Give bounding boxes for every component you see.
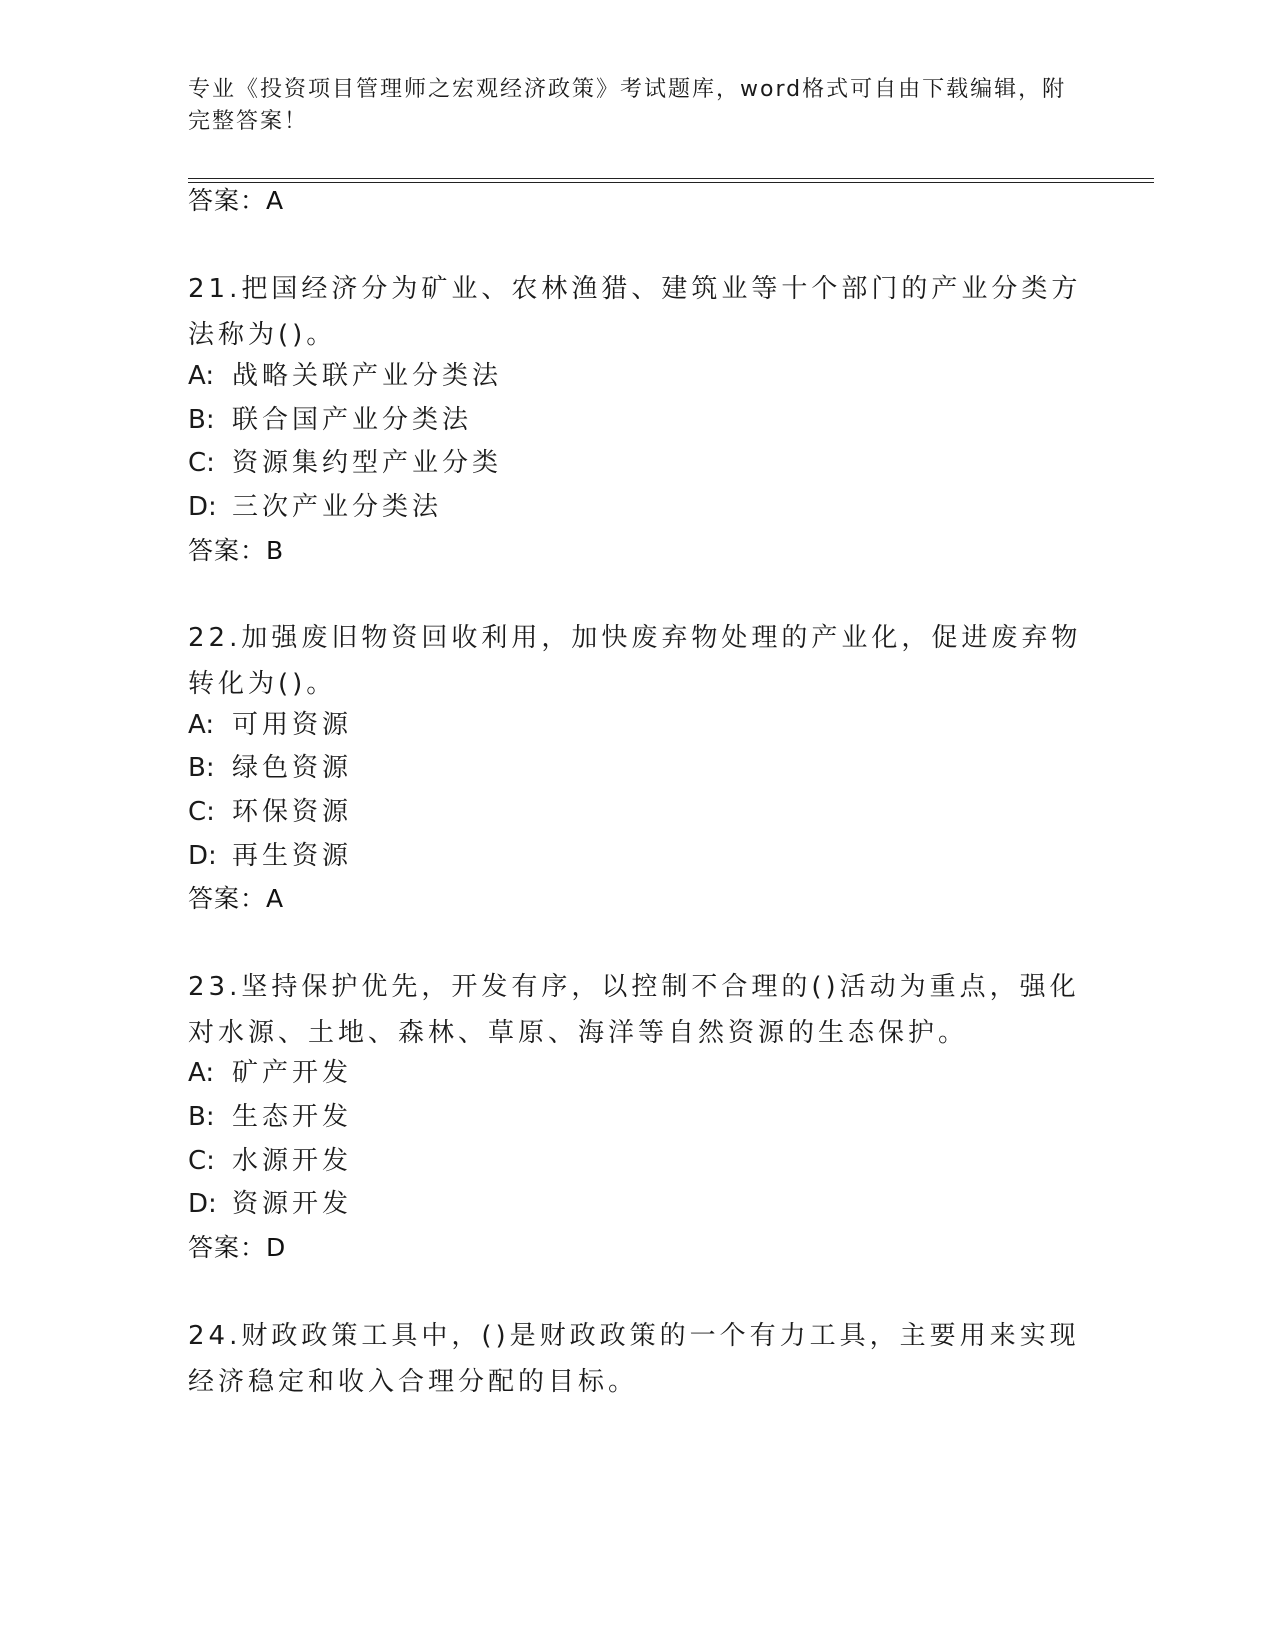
answer-line: 答案：A [188, 186, 285, 215]
option-key: B: [188, 405, 215, 435]
document-header: 专业《投资项目管理师之宏观经济政策》考试题库，word格式可自由下载编辑，附完整答案！ [188, 77, 1067, 134]
option-key: A: [188, 710, 215, 740]
header-divider [188, 178, 1154, 183]
option-key: A: [188, 361, 215, 391]
option-22-a [188, 708, 352, 742]
option-21-a [188, 359, 502, 393]
option-23-c [188, 1144, 352, 1178]
option-text: 资源开发 [232, 1189, 353, 1219]
option-21-d [188, 490, 442, 524]
question-22: 22.加强废旧物资回收利用，加快废弃物处理的产业化，促进废弃物转化为()。 [188, 623, 1082, 699]
question-24: 24.财政政策工具中，()是财政政策的一个有力工具，主要用来实现经济稳定和收入合理分配的目标。 [188, 1321, 1080, 1397]
option-key: C: [188, 797, 215, 827]
option-text: 战略关联产业分类法 [232, 361, 503, 391]
option-22-b [188, 751, 352, 785]
option-text: 再生资源 [232, 841, 353, 871]
option-key: D: [188, 492, 217, 522]
option-key: A: [188, 1058, 215, 1088]
question-21: 21.把国经济分为矿业、农林渔猎、建筑业等十个部门的产业分类方法称为()。 [188, 274, 1082, 350]
option-text: 绿色资源 [232, 753, 353, 783]
option-text: 三次产业分类法 [232, 492, 443, 522]
option-key: D: [188, 1189, 217, 1219]
option-text: 矿产开发 [232, 1058, 353, 1088]
option-22-d [188, 839, 352, 873]
option-text: 环保资源 [232, 797, 353, 827]
option-text: 可用资源 [232, 710, 353, 740]
option-key: D: [188, 841, 217, 871]
answer-23: 答案：D [188, 1233, 287, 1262]
option-key: C: [188, 1146, 215, 1176]
option-23-a [188, 1056, 352, 1090]
option-text: 资源集约型产业分类 [232, 448, 503, 478]
answer-21: 答案：B [188, 536, 285, 565]
option-key: C: [188, 448, 215, 478]
answer-22: 答案：A [188, 884, 285, 913]
option-text: 生态开发 [232, 1102, 353, 1132]
option-21-b [188, 403, 472, 437]
option-key: B: [188, 753, 215, 783]
option-key: B: [188, 1102, 215, 1132]
option-text: 联合国产业分类法 [232, 405, 473, 435]
option-23-d [188, 1187, 352, 1221]
question-23: 23.坚持保护优先，开发有序，以控制不合理的()活动为重点，强化对水源、土地、森林、草原、海洋等自然资源的生态保护。 [188, 972, 1080, 1048]
option-text: 水源开发 [232, 1146, 353, 1176]
option-21-c [188, 446, 502, 480]
option-23-b [188, 1100, 352, 1134]
option-22-c [188, 795, 352, 829]
